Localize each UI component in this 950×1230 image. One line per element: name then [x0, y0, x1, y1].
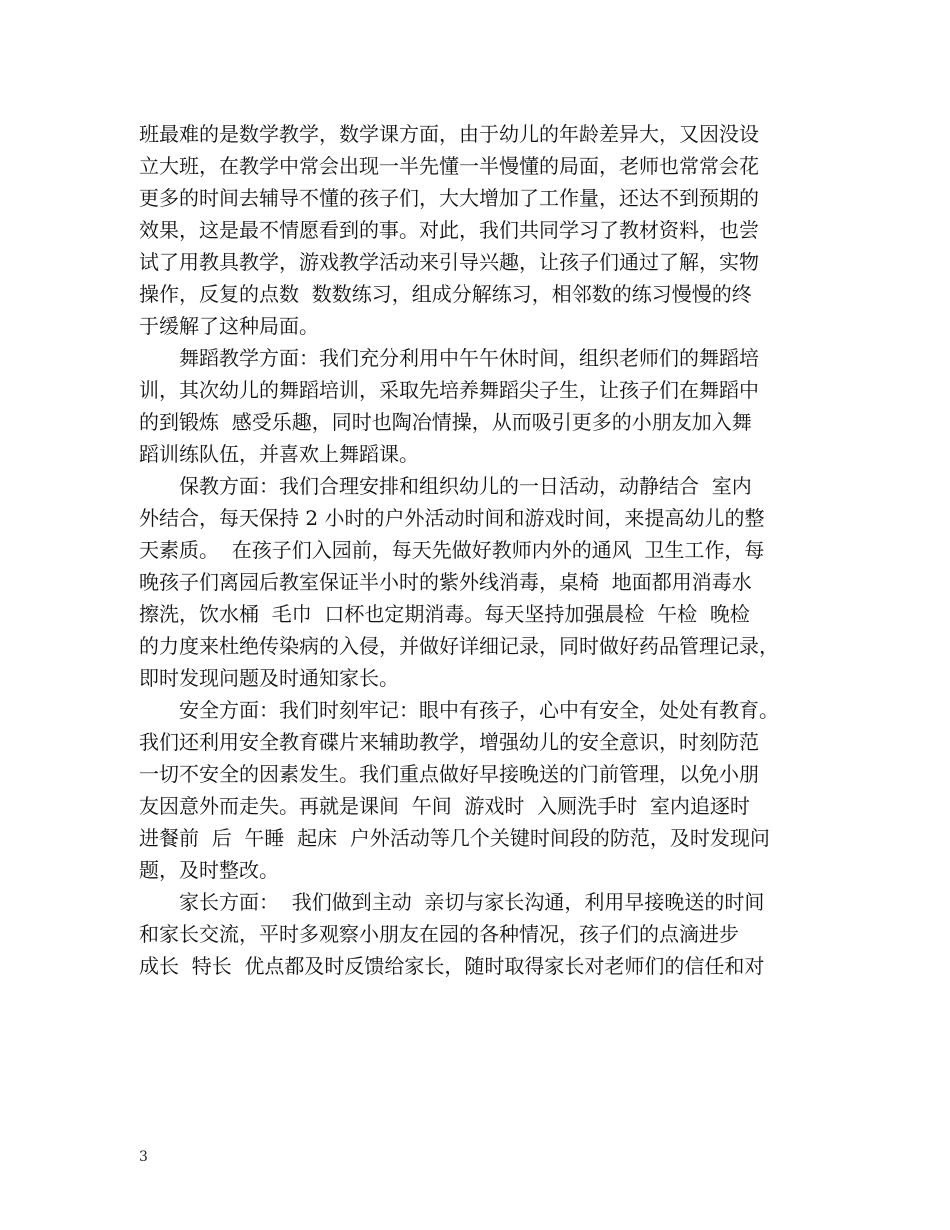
text-line: 蹈训练队伍，并喜欢上舞蹈课。 — [139, 442, 419, 466]
text-line: 天素质。 在孩子们入园前，每天先做好教师内外的通风 卫生工作，每 — [139, 538, 765, 562]
page-number: 3 — [139, 1149, 148, 1165]
text-line: 的到锻炼 感受乐趣，同时也陶冶情操，从而吸引更多的小朋友加入舞 — [139, 410, 752, 434]
text-line: 试了用教具教学，游戏教学活动来引导兴趣，让孩子们通过了解，实物 — [139, 250, 759, 274]
text-line: 晚孩子们离园后教室保证半小时的紫外线消毒，桌椅 地面都用消毒水 — [139, 570, 752, 594]
text-line: 舞蹈教学方面：我们充分利用中午午休时间，组织老师们的舞蹈培 — [179, 346, 759, 370]
text-line: 效果，这是最不情愿看到的事。对此，我们共同学习了教材资料，也尝 — [139, 218, 759, 242]
text-line: 操作，反复的点数 数数练习，组成分解练习，相邻数的练习慢慢的终 — [139, 282, 752, 306]
text-line: 友因意外而走失。再就是课间 午间 游戏时 入厕洗手时 室内追逐时 — [139, 794, 750, 818]
text-line: 的力度来杜绝传染病的入侵，并做好详细记录，同时做好药品管理记录， — [139, 634, 779, 658]
text-line: 题，及时整改。 — [139, 858, 279, 882]
text-line: 进餐前 后 午睡 起床 户外活动等几个关键时间段的防范，及时发现问 — [139, 826, 770, 850]
text-line: 和家长交流，平时多观察小朋友在园的各种情况，孩子们的点滴进步 — [139, 922, 739, 946]
text-line: 训，其次幼儿的舞蹈培训，采取先培养舞蹈尖子生，让孩子们在舞蹈中 — [139, 378, 759, 402]
document-body — [139, 118, 819, 982]
text-line: 安全方面：我们时刻牢记：眼中有孩子，心中有安全，处处有教育。 — [179, 698, 779, 722]
text-line: 外结合，每天保持 2 小时的户外活动时间和游戏时间，来提高幼儿的整 — [139, 506, 765, 530]
text-line: 更多的时间去辅导不懂的孩子们，大大增加了工作量，还达不到预期的 — [139, 186, 759, 210]
text-line: 班最难的是数学教学，数学课方面，由于幼儿的年龄差异大，又因没设 — [139, 122, 759, 146]
text-line: 一切不安全的因素发生。我们重点做好早接晚送的门前管理，以免小朋 — [139, 762, 759, 786]
text-line: 家长方面： 我们做到主动 亲切与家长沟通，利用早接晚送的时间 — [179, 890, 765, 914]
text-line: 成长 特长 优点都及时反馈给家长，随时取得家长对老师们的信任和对 — [139, 954, 765, 978]
text-line: 擦洗，饮水桶 毛巾 口杯也定期消毒。每天坚持加强晨检 午检 晚检 — [139, 602, 750, 626]
text-line: 于缓解了这种局面。 — [139, 314, 319, 338]
text-line: 立大班，在教学中常会出现一半先懂一半慢懂的局面，老师也常常会花 — [139, 154, 759, 178]
text-line: 保教方面：我们合理安排和组织幼儿的一日活动，动静结合 室内 — [179, 474, 752, 498]
text-line: 我们还利用安全教育碟片来辅助教学，增强幼儿的安全意识，时刻防范 — [139, 730, 759, 754]
text-line: 即时发现问题及时通知家长。 — [139, 666, 399, 690]
